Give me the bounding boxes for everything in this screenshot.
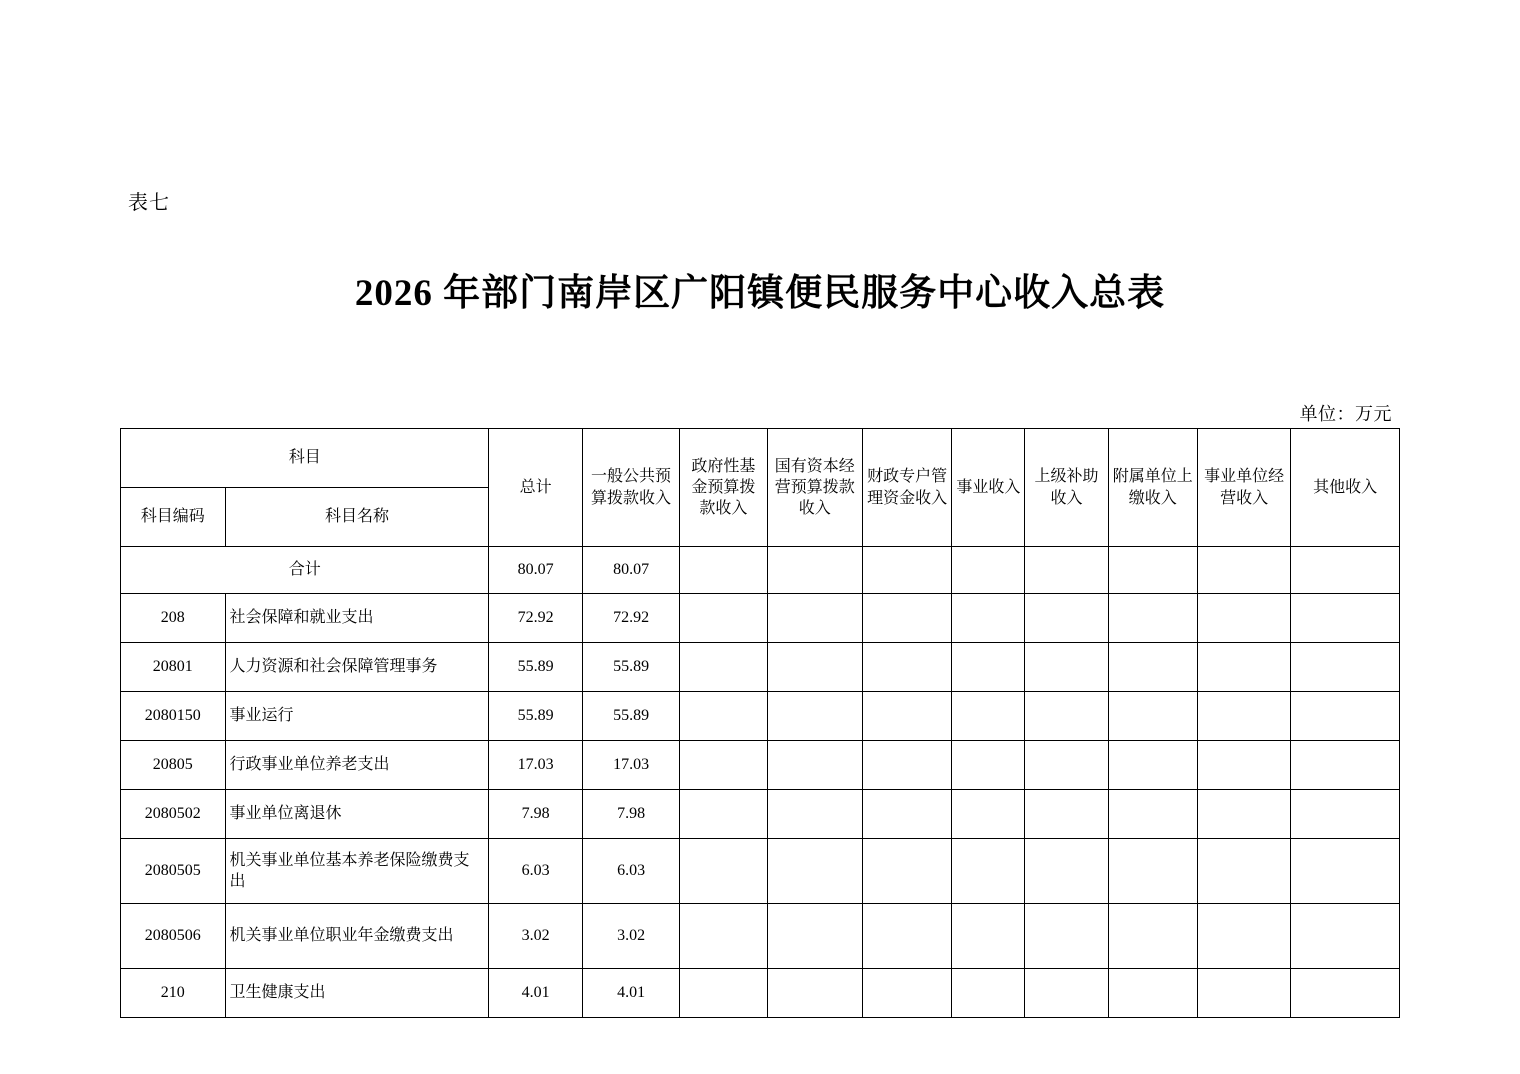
cell-gov-fund: [680, 594, 767, 643]
cell-business-operating: [1197, 904, 1290, 969]
table-head: [121, 429, 1400, 547]
table-body: [121, 547, 1400, 1018]
total-row-superior-subsidy: [1025, 547, 1108, 594]
cell-state-capital: [767, 839, 862, 904]
cell-superior-subsidy: [1025, 643, 1108, 692]
cell-other-income: [1291, 741, 1400, 790]
cell-gov-fund: [680, 969, 767, 1018]
cell-business-operating: [1197, 692, 1290, 741]
cell-business-income: [952, 839, 1025, 904]
header-subject-name: 科目名称: [225, 488, 489, 547]
cell-subject-name: 事业运行: [225, 692, 489, 741]
cell-total: 4.01: [489, 969, 582, 1018]
header-subject-group: 科目: [121, 429, 489, 488]
cell-general-public: 72.92: [582, 594, 679, 643]
cell-gov-fund: [680, 839, 767, 904]
cell-state-capital: [767, 904, 862, 969]
total-row-affiliate-paid: [1108, 547, 1197, 594]
table-row: [121, 692, 1400, 741]
table-row: [121, 790, 1400, 839]
cell-business-income: [952, 969, 1025, 1018]
unit-note: 单位：万元: [1299, 404, 1392, 424]
header-state-capital-budget: 国有资本经营预算拨款收入: [767, 429, 862, 547]
cell-other-income: [1291, 643, 1400, 692]
cell-total: 3.02: [489, 904, 582, 969]
cell-subject-code: 2080505: [121, 839, 226, 904]
total-row-gov-fund: [680, 547, 767, 594]
page-title: 2026 年部门南岸区广阳镇便民服务中心收入总表: [354, 273, 1166, 314]
header-gov-fund-budget: 政府性基金预算拨款收入: [680, 429, 767, 547]
header-general-public-budget: 一般公共预算拨款收入: [582, 429, 679, 547]
cell-general-public: 55.89: [582, 692, 679, 741]
cell-business-income: [952, 643, 1025, 692]
total-row-fiscal-account: [862, 547, 951, 594]
cell-subject-name: 社会保障和就业支出: [225, 594, 489, 643]
cell-other-income: [1291, 692, 1400, 741]
cell-general-public: 4.01: [582, 969, 679, 1018]
table-row: [121, 839, 1400, 904]
cell-business-operating: [1197, 839, 1290, 904]
total-row-business-income: [952, 547, 1025, 594]
cell-gov-fund: [680, 692, 767, 741]
cell-other-income: [1291, 594, 1400, 643]
header-superior-subsidy-income: 上级补助收入: [1025, 429, 1108, 547]
cell-state-capital: [767, 969, 862, 1018]
header-other-income: 其他收入: [1291, 429, 1400, 547]
header-total: 总计: [489, 429, 582, 547]
cell-total: 6.03: [489, 839, 582, 904]
header-row-top: [121, 429, 1400, 488]
table-row: [121, 904, 1400, 969]
cell-affiliate-paid: [1108, 969, 1197, 1018]
cell-subject-code: 20805: [121, 741, 226, 790]
header-subject-code: 科目编码: [121, 488, 226, 547]
header-fiscal-account-funds: 财政专户管理资金收入: [862, 429, 951, 547]
table-row-total: [121, 547, 1400, 594]
cell-fiscal-account: [862, 692, 951, 741]
cell-subject-name: 事业单位离退休: [225, 790, 489, 839]
cell-business-operating: [1197, 790, 1290, 839]
cell-affiliate-paid: [1108, 643, 1197, 692]
cell-subject-code: 210: [121, 969, 226, 1018]
total-row-business-operating: [1197, 547, 1290, 594]
cell-subject-code: 2080502: [121, 790, 226, 839]
cell-affiliate-paid: [1108, 839, 1197, 904]
table-row: [121, 741, 1400, 790]
cell-superior-subsidy: [1025, 692, 1108, 741]
header-affiliate-paid-income: 附属单位上缴收入: [1108, 429, 1197, 547]
cell-subject-name: 机关事业单位职业年金缴费支出: [225, 904, 489, 969]
cell-state-capital: [767, 692, 862, 741]
cell-superior-subsidy: [1025, 969, 1108, 1018]
cell-affiliate-paid: [1108, 741, 1197, 790]
cell-subject-code: 2080150: [121, 692, 226, 741]
cell-business-operating: [1197, 643, 1290, 692]
cell-subject-name: 行政事业单位养老支出: [225, 741, 489, 790]
cell-other-income: [1291, 904, 1400, 969]
cell-total: 17.03: [489, 741, 582, 790]
cell-subject-code: 208: [121, 594, 226, 643]
cell-business-income: [952, 790, 1025, 839]
header-business-operating-income: 事业单位经营收入: [1197, 429, 1290, 547]
cell-superior-subsidy: [1025, 904, 1108, 969]
cell-fiscal-account: [862, 904, 951, 969]
cell-subject-code: 20801: [121, 643, 226, 692]
total-row-other-income: [1291, 547, 1400, 594]
cell-general-public: 55.89: [582, 643, 679, 692]
cell-superior-subsidy: [1025, 839, 1108, 904]
income-summary-table: [120, 428, 1400, 1018]
cell-state-capital: [767, 790, 862, 839]
cell-affiliate-paid: [1108, 594, 1197, 643]
cell-general-public: 6.03: [582, 839, 679, 904]
cell-business-operating: [1197, 741, 1290, 790]
header-business-income: 事业收入: [952, 429, 1025, 547]
cell-state-capital: [767, 594, 862, 643]
cell-business-operating: [1197, 594, 1290, 643]
total-row-label: 合计: [121, 547, 489, 594]
cell-business-income: [952, 904, 1025, 969]
cell-business-income: [952, 692, 1025, 741]
budget-table-container: [120, 428, 1400, 1018]
cell-business-income: [952, 741, 1025, 790]
cell-gov-fund: [680, 643, 767, 692]
cell-gov-fund: [680, 741, 767, 790]
total-row-state-capital: [767, 547, 862, 594]
cell-superior-subsidy: [1025, 790, 1108, 839]
cell-general-public: 17.03: [582, 741, 679, 790]
cell-state-capital: [767, 643, 862, 692]
cell-affiliate-paid: [1108, 904, 1197, 969]
cell-other-income: [1291, 790, 1400, 839]
cell-fiscal-account: [862, 594, 951, 643]
table-row: [121, 643, 1400, 692]
cell-general-public: 3.02: [582, 904, 679, 969]
cell-gov-fund: [680, 790, 767, 839]
cell-business-operating: [1197, 969, 1290, 1018]
cell-affiliate-paid: [1108, 790, 1197, 839]
total-row-total: 80.07: [489, 547, 582, 594]
cell-fiscal-account: [862, 969, 951, 1018]
cell-superior-subsidy: [1025, 594, 1108, 643]
cell-general-public: 7.98: [582, 790, 679, 839]
table-row: [121, 969, 1400, 1018]
cell-subject-name: 机关事业单位基本养老保险缴费支出: [225, 839, 489, 904]
cell-gov-fund: [680, 904, 767, 969]
cell-state-capital: [767, 741, 862, 790]
cell-fiscal-account: [862, 839, 951, 904]
cell-total: 72.92: [489, 594, 582, 643]
cell-subject-name: 卫生健康支出: [225, 969, 489, 1018]
cell-fiscal-account: [862, 643, 951, 692]
sheet-label: 表七: [128, 192, 170, 214]
table-row: [121, 594, 1400, 643]
cell-subject-name: 人力资源和社会保障管理事务: [225, 643, 489, 692]
cell-affiliate-paid: [1108, 692, 1197, 741]
cell-other-income: [1291, 839, 1400, 904]
cell-fiscal-account: [862, 741, 951, 790]
cell-subject-code: 2080506: [121, 904, 226, 969]
cell-other-income: [1291, 969, 1400, 1018]
cell-business-income: [952, 594, 1025, 643]
cell-total: 55.89: [489, 692, 582, 741]
cell-superior-subsidy: [1025, 741, 1108, 790]
cell-total: 7.98: [489, 790, 582, 839]
cell-fiscal-account: [862, 790, 951, 839]
cell-total: 55.89: [489, 643, 582, 692]
total-row-general-public: 80.07: [582, 547, 679, 594]
